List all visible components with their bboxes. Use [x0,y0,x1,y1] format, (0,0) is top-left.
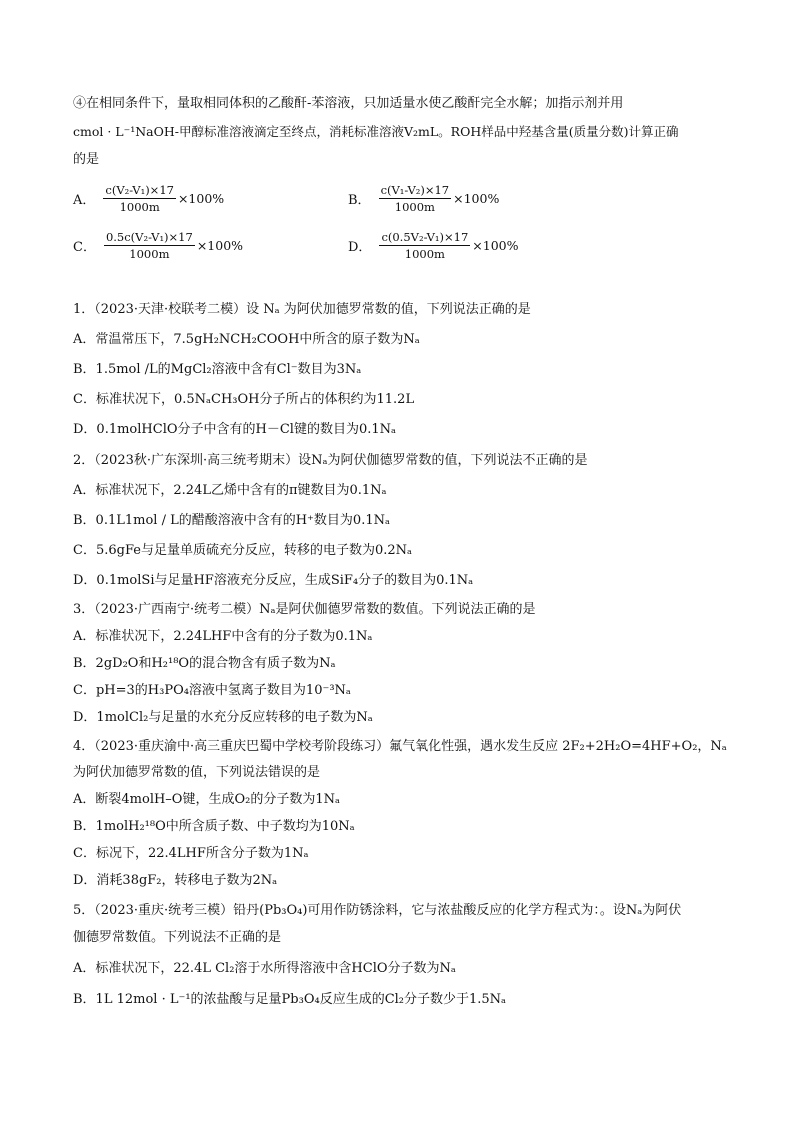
question-1-option-b: B．1.5mol /L的MgCl₂溶液中含有Cl⁻数目为3Nₐ [73,362,362,377]
fraction-tail: ×100% [472,237,519,253]
question-3-stem: 3．（2023·广西南宁·统考二模）Nₐ是阿伏伽德罗常数的数值。下列说法正确的是 [73,602,536,617]
question-2-option-c: C．5.6gFe与足量单质硫充分反应，转移的电子数为0.2Nₐ [73,543,413,558]
fraction-denominator: 1000m [404,246,445,261]
fraction [103,183,176,214]
fraction [379,230,470,261]
option-d-fraction [348,228,519,262]
question-3-option-b: B．2gD₂O和H₂¹⁸O的混合物含有质子数为Nₐ [73,656,336,671]
fraction-options-row-2 [73,228,713,262]
fraction-numerator: c(V₁-V₂)×17 [380,182,450,197]
fraction [379,183,452,214]
fraction [104,230,195,261]
question-4-stem-line-1: 4．（2023·重庆渝中·高三重庆巴蜀中学校考阶段练习）氟气氧化性强，遇水发生反应 2F₂+2H₂O=4HF+O₂，Nₐ [73,739,727,754]
question-3-option-c: C．pH=3的H₃PO₄溶液中氢离子数目为10⁻³Nₐ [73,683,351,698]
question-3-option-d: D．1molCl₂与足量的水充分反应转移的电子数为Nₐ [73,710,373,725]
question-2-option-d: D．0.1molSi与足量HF溶液充分反应，生成SiF₄分子的数目为0.1Nₐ [73,573,474,588]
question-5-option-b: B．1L 12mol · L⁻¹的浓盐酸与足量Pb₃O₄反应生成的Cl₂分子数少于1.5Nₐ [73,992,507,1007]
question-4-option-a: A．断裂4molH–O键，生成O₂的分子数为1Nₐ [73,792,340,807]
fraction-tail: ×100% [177,190,225,206]
fraction-numerator: 0.5c(V₂-V₁)×17 [105,229,193,244]
question-2-option-b: B．0.1L1mol / L的醋酸溶液中含有的H⁺数目为0.1Nₐ [73,513,390,528]
question-1-stem: 1．（2023·天津·校联考二模）设 Nₐ 为阿伏加德罗常数的值，下列说法正确的是 [73,302,531,317]
fraction-tail: ×100% [453,190,500,206]
question-3-option-a: A．标准状况下，2.24LHF中含有的分子数为0.1Nₐ [73,629,373,644]
question-5-stem-line-2: 伽德罗常数值。下列说法不正确的是 [73,930,282,945]
option-c-fraction [73,228,243,262]
intro-line-3: 的是 [73,152,100,167]
fraction-denominator: 1000m [119,199,160,214]
question-4-option-b: B．1molH₂¹⁸O中所含质子数、中子数均为10Nₐ [73,819,355,834]
question-2-stem: 2．（2023秋·广东深圳·高三统考期末）设Nₐ为阿伏伽德罗常数的值，下列说法不正确的是 [73,453,588,468]
option-letter: C． [73,239,96,255]
question-4-option-c: C．标况下，22.4LHF所含分子数为1Nₐ [73,846,309,861]
intro-line-1: ④在相同条件下，量取相同体积的乙酸酐-苯溶液，只加适量水使乙酸酐完全水解；加指示剂并用 [73,96,624,111]
question-1-option-c: C．标准状况下，0.5NₐCH₃OH分子所占的体积约为11.2L [73,392,415,407]
intro-line-2: cmol · L⁻¹NaOH-甲醇标准溶液滴定至终点，消耗标准溶液V₂mL。ROH样品中羟基含量(质量分数)计算正确 [73,124,679,139]
option-a-fraction [73,181,224,215]
question-5-option-a: A．标准状况下，22.4L Cl₂溶于水所得溶液中含HClO分子数为Nₐ [73,961,456,976]
fraction-denominator: 1000m [394,199,435,214]
fraction-numerator: c(0.5V₂-V₁)×17 [381,229,469,244]
question-1-option-a: A．常温常压下，7.5gH₂NCH₂COOH中所含的原子数为Nₐ [73,332,420,347]
question-5-stem-line-1: 5．（2023·重庆·统考三模）铅丹(Pb₃O₄)可用作防锈涂料，它与浓盐酸反应的化学方程式为：。设Nₐ为阿伏 [73,903,682,918]
question-4-stem-line-2: 为阿伏加德罗常数的值，下列说法错误的是 [73,765,321,780]
option-letter: A． [73,192,96,208]
fraction-denominator: 1000m [129,246,170,261]
question-1-option-d: D．0.1molHClO分子中含有的H－Cl键的数目为0.1Nₐ [73,422,397,437]
question-4-option-d: D．消耗38gF₂，转移电子数为2Nₐ [73,873,278,888]
fraction-numerator: c(V₂-V₁)×17 [105,182,174,197]
option-letter: B． [348,192,371,208]
option-letter: D． [348,239,372,255]
option-b-fraction [348,181,499,215]
question-2-option-a: A．标准状况下，2.24L乙烯中含有的π键数目为0.1Nₐ [73,483,387,498]
fraction-options-row-1 [73,181,713,215]
fraction-tail: ×100% [196,237,244,253]
